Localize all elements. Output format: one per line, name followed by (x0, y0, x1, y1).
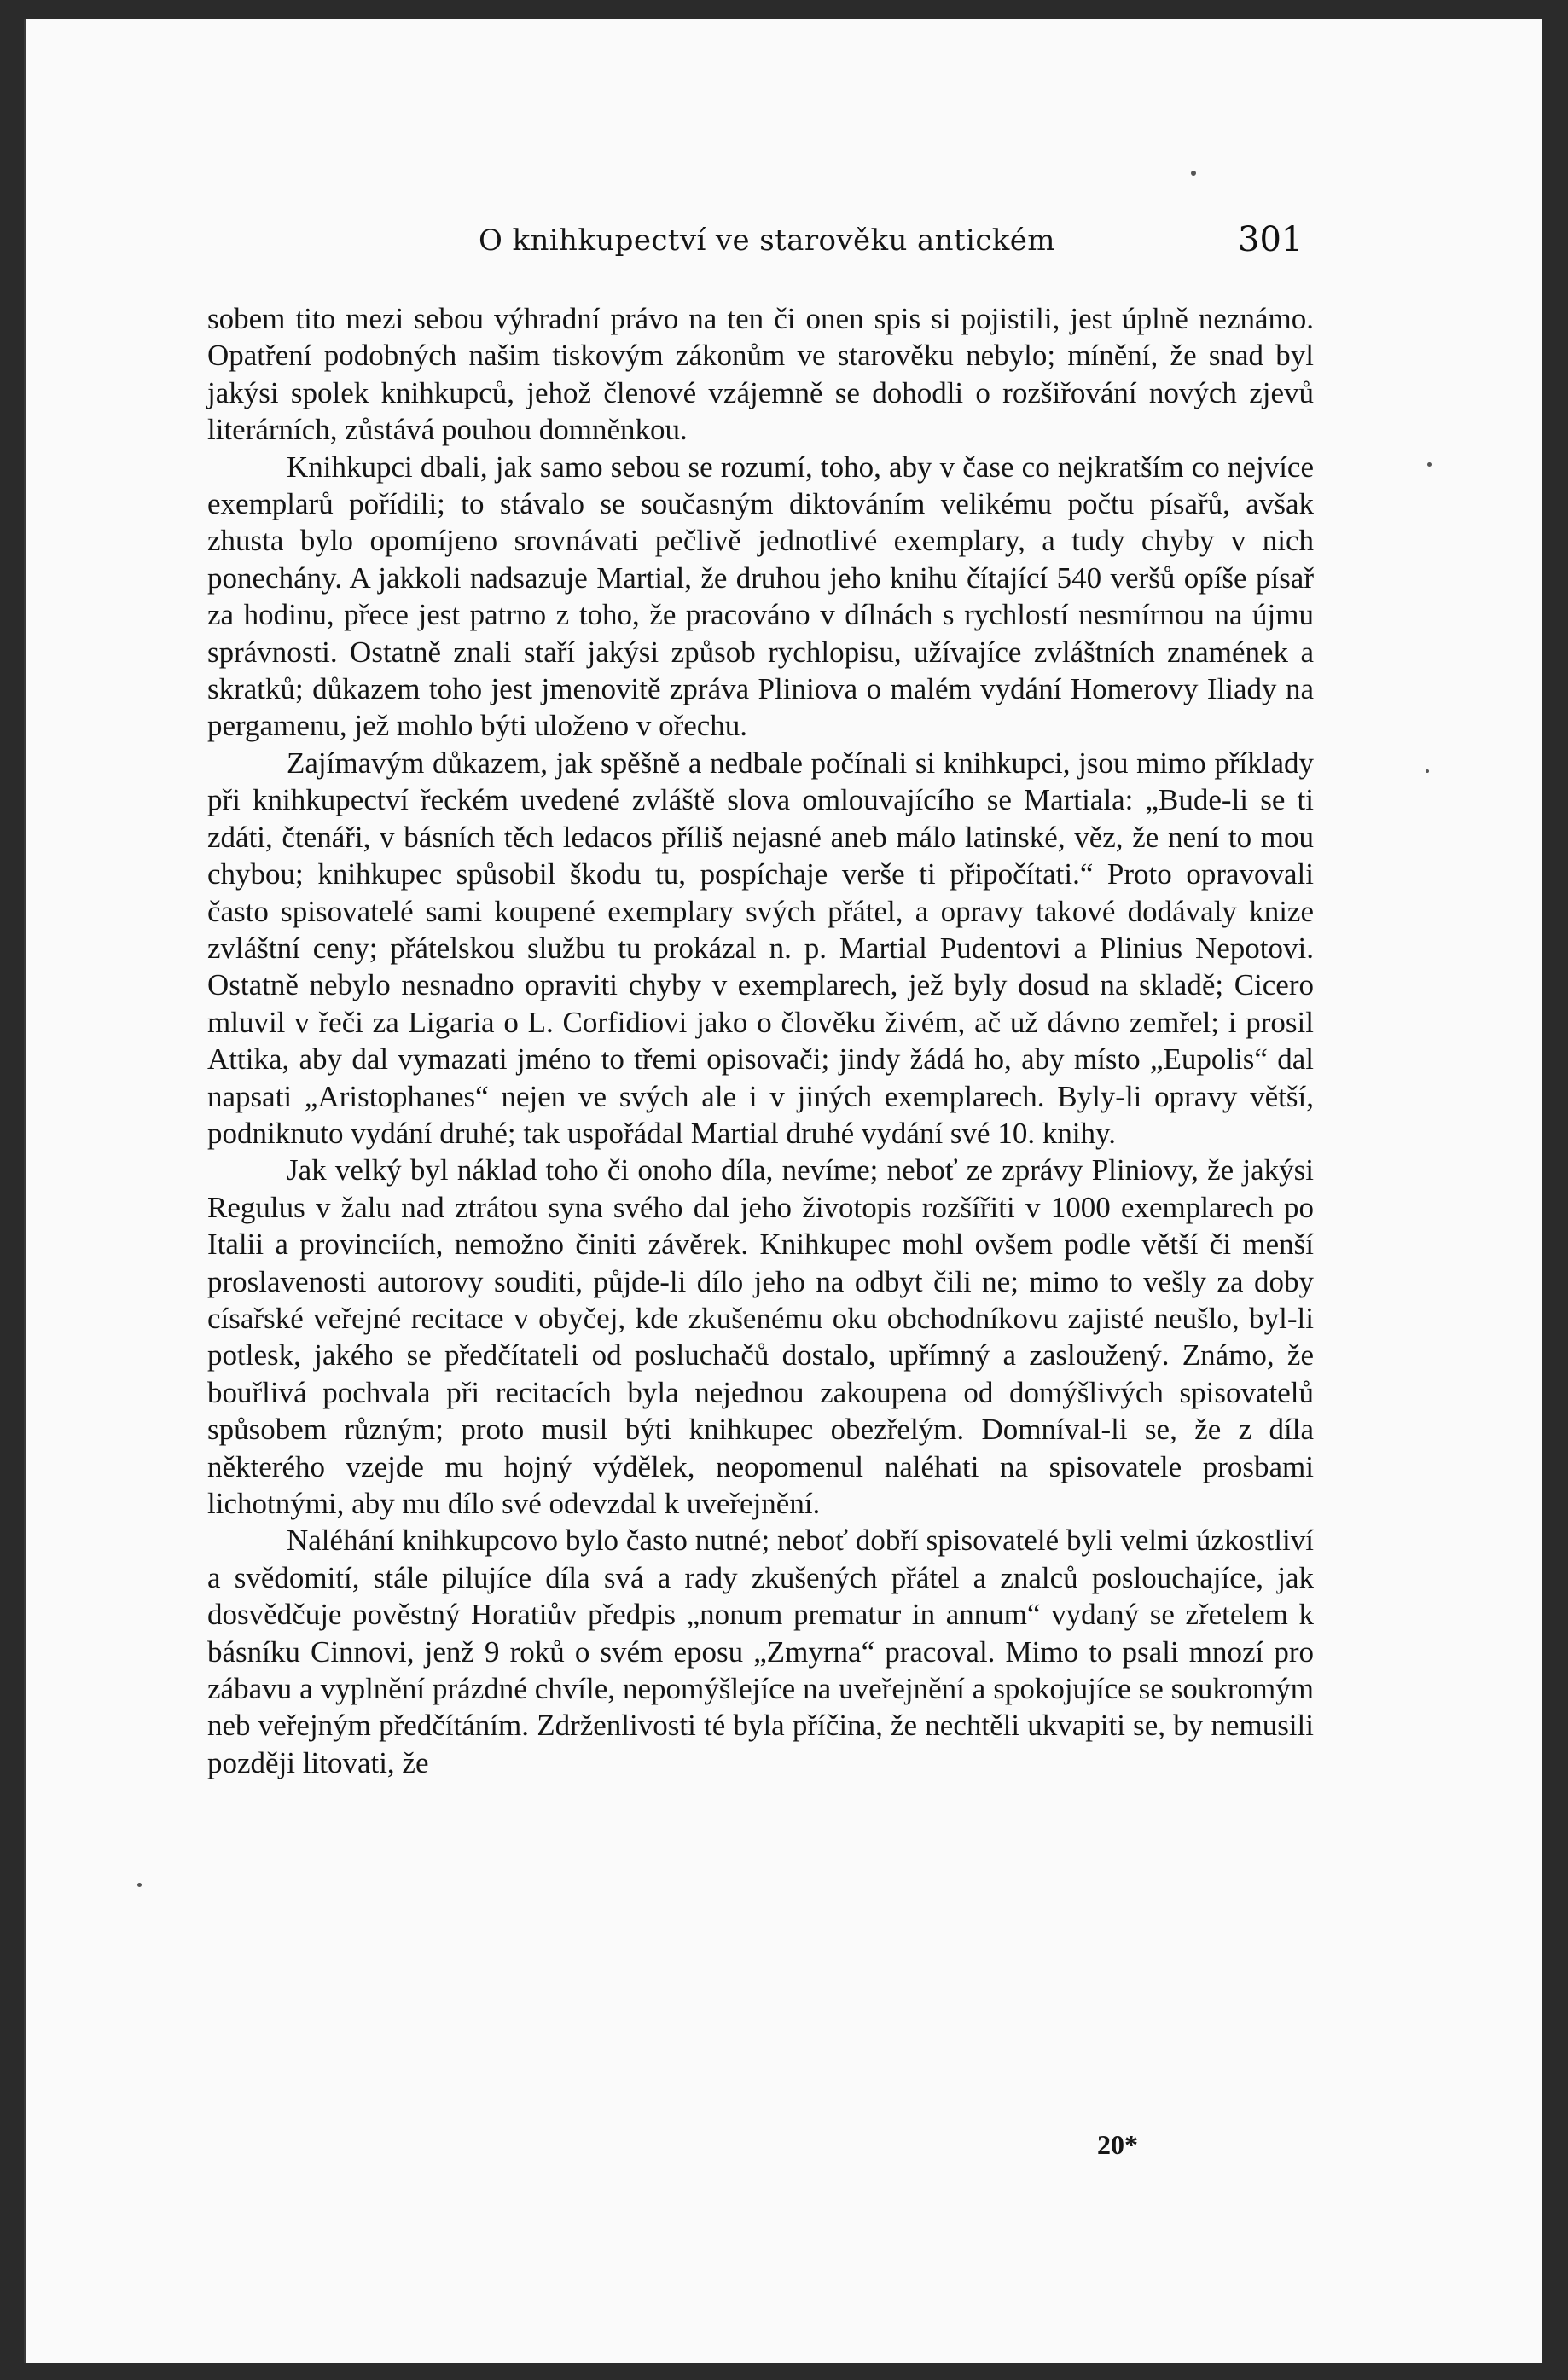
paper-speck (137, 1883, 142, 1887)
page-number: 301 (1238, 220, 1304, 259)
paragraph: sobem tito mezi sebou výhradní právo na ten či onen spis si pojistili, jest úplně neznámo. Opatření podobných našim tiskovým zákonům ve starověku nebylo; mínění, že snad byl jakýsi spolek knihkupců, jehož členové vzájemně se dohodli o rozšiřování nových zjevů literárních, zůstává pouhou domněnkou. (207, 302, 1314, 447)
paragraph: Jak velký byl náklad toho či onoho díla, nevíme; neboť ze zprávy Pliniovy, že jakýsi Regulus v žalu nad ztrátou syna svého dal jeho životopis rozšířiti v 1000 exemplarech po Italii a provinciích, nemožno činiti závěrek. Knihkupec mohl ovšem podle větší či menší proslavenosti autorovy souditi, půjde-li dílo jeho na odbyt čili ne; mimo to vešly za doby císařské veřejné recitace v obyčej, kde zkušenému oku obchodníkovu zajisté neušlo, byl-li potlesk, jakého se předčítateli od posluchačů dostalo, upřímný a zasloužený. Známo, že bouřlivá pochvala při recitacích byla nejednou zakoupena od domýšlivých spisovatelů spůsobem různým; proto musil býti knihkupec obezřelým. Domníval-li se, že z díla některého vzejde mu hojný výdělek, neopomenul naléhati na spisovatele prosbami lichotnými, aby mu dílo své odevzdal k uveřejnění. (207, 1153, 1314, 1520)
paragraph: Zajímavým důkazem, jak spěšně a nedbale počínali si knihkupci, jsou mimo příklady při knihkupectví řeckém uvedené zvláště slova omlouvajícího se Martiala: „Bude-li se ti zdáti, čtenáři, v básních těch ledacos příliš nejasné aneb málo latinské, věz, že není to mou chybou; knihkupec spůsobil škodu tu, pospíchaje verše ti připočítati.“ Proto opravovali často spisovatelé sami koupené exemplary svých přátel, a opravy takové dodávaly knize zvláštní ceny; přátelskou službu tu prokázal n. p. Martial Pudentovi a Plinius Nepotovi. Ostatně nebylo nesnadno opraviti chyby v exemplarech, jež byly dosud na skladě; Cicero mluvil v řeči za Ligaria o L. Corfidiovi jako o člověku živém, ač už dávno zemřel; i prosil Attika, aby dal vymazati jméno to třemi opisovači; jindy žádá ho, aby místo „Eupolis“ dal napsati „Aristophanes“ nejen ve svých ale i v jiných exemplarech. Byly-li opravy větší, podniknuto vydání druhé; tak uspořádal Martial druhé vydání své 10. knihy. (207, 746, 1314, 1150)
running-title: O knihkupectví ve starověku antickém (479, 223, 1055, 258)
paper-speck (1427, 462, 1432, 467)
running-head (26, 200, 1542, 259)
paper-speck (1191, 171, 1196, 176)
paragraph: Knihkupci dbali, jak samo sebou se rozumí, toho, aby v čase co nejkratším co nejvíce exemplarů pořídili; to stávalo se současným diktováním velikému počtu písařů, avšak zhusta bylo opomíjeno srovnávati pečlivě jednotlivé exemplary, a tudy chyby v nich ponechány. A jakkoli nadsazuje Martial, že druhou jeho knihu čítající 540 veršů opíše písař za hodinu, přece jest patrno z toho, že pracováno v dílnách s rychlostí nesmírnou na újmu správnosti. Ostatně znali staří jakýsi způsob rychlopisu, užívajíce zvláštních znamének a skratků; důkazem toho jest jmenovitě zpráva Pliniova o malém vydání Homerovy Iliady na pergamenu, jež mohlo býti uloženo v ořechu. (207, 450, 1314, 743)
signature-mark: 20* (1097, 2129, 1138, 2160)
book-page (24, 19, 1542, 2363)
paper-speck (1426, 769, 1429, 773)
body-text (207, 300, 1314, 1781)
paragraph: Naléhání knihkupcovo bylo často nutné; neboť dobří spisovatelé byli velmi úzkostliví a svědomití, stále pilujíce díla svá a rady zkušených přátel a znalců poslouchajíce, jak dosvědčuje pověstný Horatiův předpis „nonum prematur in annum“ vydaný se zřetelem k básníku Cinnovi, jenž 9 roků o svém eposu „Zmyrna“ pracoval. Mimo to psali mnozí pro zábavu a vyplnění prázdné chvíle, nepomýšlejíce na uveřejnění a spokojujíce se soukromým neb veřejným předčítáním. Zdrženlivosti té byla příčina, že nechtěli ukvapiti se, by nemusili později litovati, že (207, 1524, 1314, 1779)
